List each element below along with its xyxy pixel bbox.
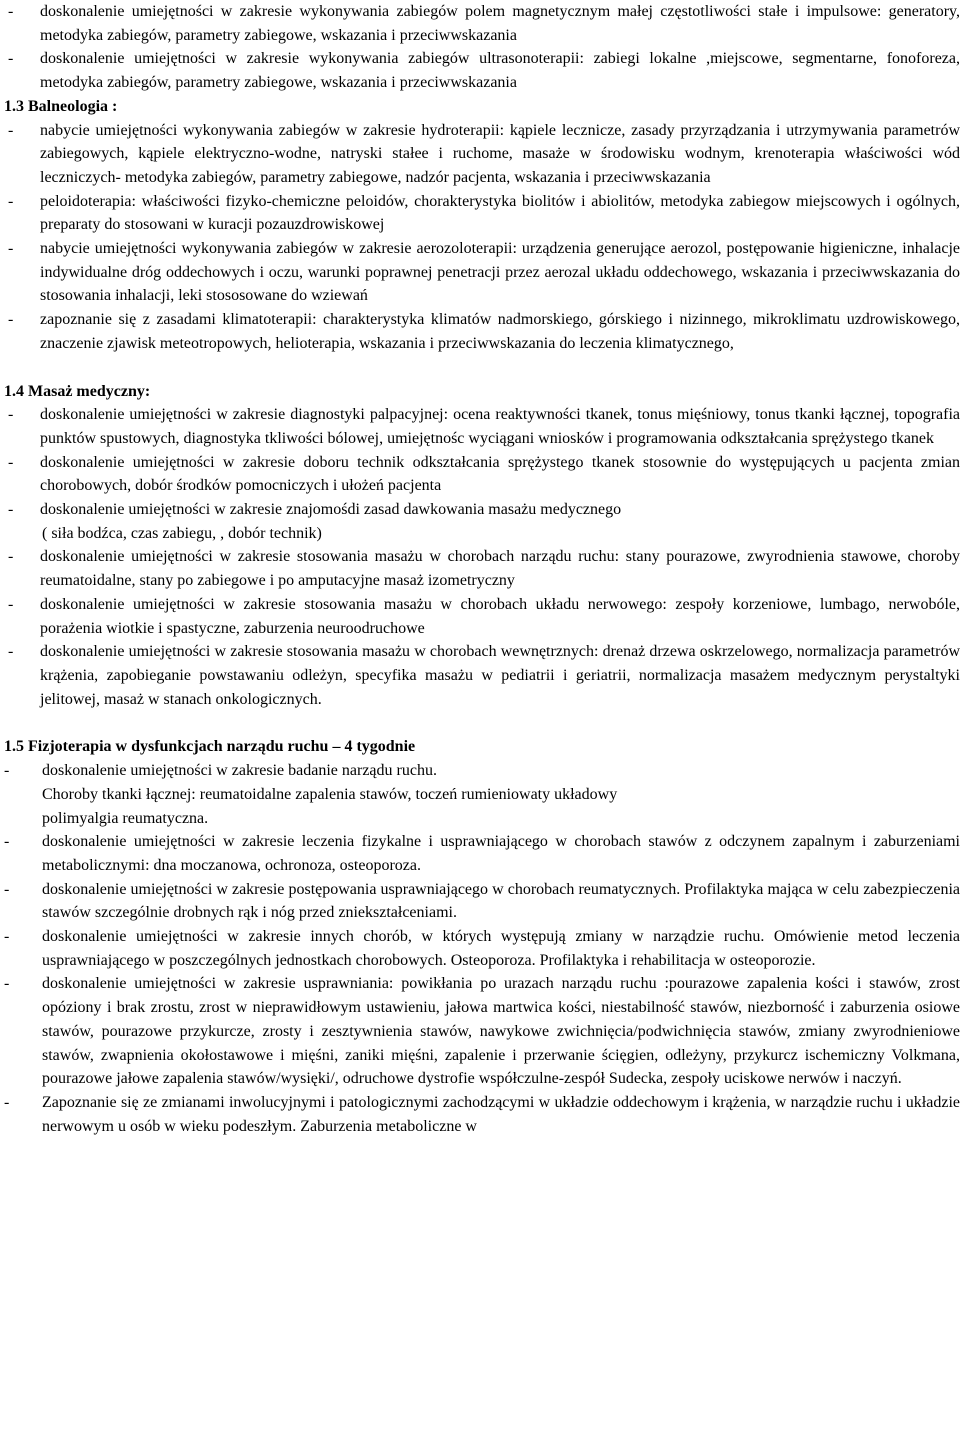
bullet-dash: - — [4, 762, 10, 780]
list-item-text: nabycie umiejętności wykonywania zabiegów w zakresie hydroterapii: kąpiele lecznicze, zasady przyrządzania i utrzymywania parametrów zabiegowych, kąpiele elektryczno-wodne, natryski stałee i ruchome, masaże w środowisku wodnym, krenoterapia właściwości wód leczniczych- metodyka zabiegów, parametry zabiegowe, nadzór pacjenta, wskazania i przeciwwskazania — [40, 121, 960, 186]
list-item-text: doskonalenie umiejętności w zakresie stosowania masażu w chorobach wewnętrznych: drenaż drzewa oskrzelowego, normalizacja parametrów krążenia, zapobieganie powstawaniu odleżyn, specyfika masażu w pediatrii i geriatrii, normalizacja masażem medycznym perystaltyki jelitowej, masaż w stanach onkologicznych. — [40, 643, 960, 708]
section-heading-1-5: 1.5 Fizjoterapia w dysfunkcjach narządu ruchu – 4 tygodnie — [4, 738, 416, 756]
list-item-continuation: Choroby tkanki łącznej: reumatoidalne zapalenia stawów, toczeń rumieniowaty układowy — [42, 785, 618, 803]
section-heading-1-4: 1.4 Masaż medyczny: — [4, 382, 151, 400]
list-item-text: Zapoznanie się ze zmianami inwolucyjnymi i patologicznymi zachodzącymi w układzie oddechowym i krążenia, w narządzie ruchu i układzie nerwowym u osób w wieku podeszłym. Zaburzenia metaboliczne w — [42, 1093, 960, 1135]
bullet-dash: - — [8, 548, 14, 566]
list-item — [0, 972, 960, 1091]
bullet-dash: - — [4, 1093, 10, 1111]
bullet-dash: - — [8, 595, 14, 613]
list-item-text: zapoznanie się z zasadami klimatoterapii: charakterystyka klimatów nadmorskiego, górskiego i nizinnego, mikroklimatu uzdrowiskowego, znaczenie zjawisk meteotropowych, helioterapia, wskazania i przeciwwskazania do leczenia klimatycznego, — [40, 311, 960, 352]
list-item-text: doskonalenie umiejętności w zakresie wykonywania zabiegów ultrasonoterapii: zabiegi lokalne ,miejscowe, segmentarne, fonoforeza, metodyka zabiegów, parametry zabiegowe, wskazania i przeciwwskazania — [40, 50, 960, 92]
list-item-text: doskonalenie umiejętności w zakresie stosowania masażu w chorobach układu nerwowego: zespoły korzeniowe, lumbago, nerwobóle, porażenia wiotkie i spastyczne, zaburzenia neuroodruchowe — [40, 595, 960, 637]
bullet-dash: - — [8, 406, 14, 424]
list-item — [0, 451, 960, 498]
list-item-text: doskonalenie umiejętności w zakresie usprawniania: powikłania po urazach narządu ruchu :pourazowe zapalenia kości i stawów, zrost opóziony i brak zrostu, zrost w nieprawidłowym ustawieniu, jałowa martwica kości, niestabilność stawów, niezborność i zaburzenia osiowe stawów, pourazowe przykurcze, zrosty i zesztywnienia stawów, nawykowe zwichnięcia/podwichnięcia stawów, zmiany zwyrodnieniowe stawów, zwapnienia okołostawowe i mięśni, zaniki mięśni, zapalenie i przerwanie ścięgien, odleżyny, przykurcz ischemiczny Volkmana, pourazowe jałowe zapalenia stawów/wysięki/, odruchowe dystrofie współczulne-zespół Sudecka, zespoły uciskowe nerwów i naczyń. — [42, 975, 960, 1088]
bullet-dash: - — [4, 880, 10, 898]
list-item — [0, 237, 960, 308]
section-heading-1-3: 1.3 Balneologia : — [4, 97, 118, 115]
list-item-text: doskonalenie umiejętności w zakresie innych chorób, w których występują zmiany w narządzie ruchu. Omówienie metod leczenia usprawniającego w poszczególnych jednostkach chorobowych. Osteoporoza. Profilaktyka i rehabilitacja w osteoporozie. — [42, 928, 960, 969]
list-item-continuation: ( siła bodźca, czas zabiegu, , dobór technik) — [42, 524, 322, 542]
list-item — [0, 190, 960, 237]
list-item-text: nabycie umiejętności wykonywania zabiegów w zakresie aerozoloterapii: urządzenia generujące aerozol, postępowanie higieniczne, inhalacje indywidualne dróg oddechowych i oczu, warunki poprawnej penetracji przez aerozal układu oddechowego, wskazania i przeciwwskazania do stosowania inhalacji, leki stososowane do wziewań — [40, 240, 960, 305]
list-item-text: doskonalenie umiejętności w zakresie stosowania masażu w chorobach narządu ruchu: stany pourazowe, zwyrodnienia stawowe, choroby reumatoidalne, stany po zabiegowe i po amputacyjne masaż izometryczny — [40, 548, 960, 590]
list-item — [0, 593, 960, 640]
list-item-text: doskonalenie umiejętności w zakresie diagnostyki palpacyjnej: ocena reaktywności tkanek, tonus mięśniowy, tonus tkanki łącznej, topografia punktów spustowych, diagnostyka tkliwości bólowej, umiejętnośc wyciągani wniosków i programowania odkształcania sprężystego tkanek — [40, 406, 960, 447]
spacer — [0, 356, 960, 380]
bullet-dash: - — [8, 192, 14, 210]
list-item — [0, 830, 960, 877]
bullet-dash: - — [4, 928, 10, 946]
list-item-text: doskonalenie umiejętności w zakresie leczenia fizykalne i usprawniającego w chorobach stawów z odczynem zapalnym i zaburzeniami metabolicznymi: dna moczanowa, ochronoza, osteoporoza. — [42, 833, 960, 874]
bullet-dash: - — [4, 833, 10, 851]
bullet-dash: - — [8, 3, 14, 20]
list-item — [0, 498, 960, 522]
list-item — [0, 403, 960, 450]
list-item — [0, 878, 960, 925]
bullet-dash: - — [8, 121, 14, 139]
list-item-text: doskonalenie umiejętności w zakresie wykonywania zabiegów polem magnetycznym małej częstotliwości stałe i impulsowe: generatory, metodyka zabiegów, parametry zabiegowe, wskazania i przeciwwskazania — [40, 3, 960, 44]
bullet-dash: - — [4, 975, 10, 993]
bullet-dash: - — [8, 453, 14, 471]
list-item — [0, 119, 960, 190]
spacer — [0, 711, 960, 735]
list-item — [0, 308, 960, 355]
bullet-dash: - — [8, 240, 14, 258]
list-item — [0, 925, 960, 972]
bullet-dash: - — [8, 50, 14, 68]
list-item — [0, 545, 960, 592]
list-item — [0, 640, 960, 711]
list-item-text: doskonalenie umiejętności w zakresie znajomośdi zasad dawkowania masażu medycznego — [40, 501, 622, 519]
bullet-dash: - — [8, 643, 14, 661]
list-item-text: doskonalenie umiejętności w zakresie doboru technik odkształcania sprężystego tkanek stosownie do występujących u pacjenta zmian chorobowych, dobór środków pomocniczych i ułożeń pacjenta — [40, 453, 960, 495]
list-item — [0, 759, 960, 783]
bullet-dash: - — [8, 501, 14, 519]
list-item — [0, 47, 960, 94]
list-item-text: doskonalenie umiejętności w zakresie badanie narządu ruchu. — [42, 762, 437, 780]
bullet-dash: - — [8, 311, 14, 329]
list-item-text: peloidoterapia: właściwości fizyko-chemiczne peloidów, chorakterystyka biolitów i abiolitów, metodyka zabiegow miejscowych i ogólnych, preparaty do stosowani w kuracji pozauzdrowiskowej — [40, 192, 960, 234]
list-item-continuation: polimyalgia reumatyczna. — [42, 809, 209, 827]
list-item-text: doskonalenie umiejętności w zakresie postępowania usprawniającego w chorobach reumatycznych. Profilaktyka mająca w celu zabezpieczenia stawów szczególnie drobnych rąk i nóg przed zniekształceniami. — [42, 880, 960, 922]
list-item — [0, 0, 960, 47]
list-item — [0, 1091, 960, 1138]
